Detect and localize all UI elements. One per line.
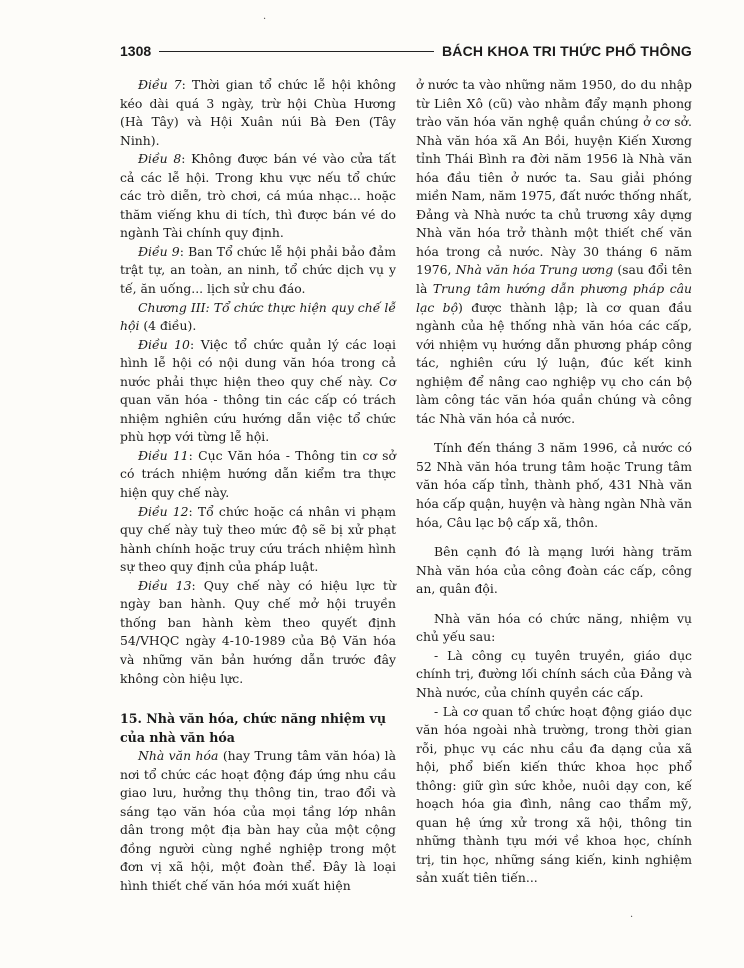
section-heading: 15. Nhà văn hóa, chức năng nhiệm vụ của nhà văn hóa: [120, 711, 386, 745]
article-13-label: Điều 13: [138, 577, 192, 593]
speck-mark: ·: [630, 912, 634, 923]
statistics-paragraph: Tính đến tháng 3 năm 1996, cả nước có 52 Nhà văn hóa trung tâm hoặc Trung tâm văn hóa cấp tỉnh, thành phố, 431 Nhà văn hóa cấp quận, huyện và hàng ngàn Nhà văn hóa, Câu lạc bộ cấp xã, thôn.: [416, 440, 692, 530]
article-13-text: : Quy chế này có hiệu lực từ ngày ban hành. Quy chế mở hội truyền thống ban hành kèm theo quyết định 54/VHQC ngày 4-10-1989 của Bộ Văn hóa và những văn bản hướng dẫn trước đây không còn hiệu lực.: [120, 577, 396, 686]
culture-house-definition: [120, 747, 396, 895]
article-9: [120, 243, 396, 299]
article-8: [120, 150, 396, 243]
history-text-c: ) được thành lập; là cơ quan đầu ngành của hệ thống nhà văn hóa các cấp, với nhiệm vụ hướng dẫn phương pháp công tác, nghiên cứu lý luận, đúc kết kinh nghiệm để nâng cao nghiệp vụ cho cán bộ làm công tác văn hóa quần chúng và công tác Nhà văn hóa cả nước.: [416, 299, 692, 426]
history-paragraph: [416, 76, 692, 428]
article-10: [120, 336, 396, 447]
chapter-3-text: (4 điều).: [139, 318, 197, 334]
article-12-label: Điều 12: [138, 503, 189, 519]
article-7: [120, 76, 396, 150]
article-9-text: : Ban Tổ chức lễ hội phải bảo đảm trật tự, an toàn, an ninh, tổ chức dịch vụ y tế, ăn uống... lịch sử chu đáo.: [120, 243, 396, 297]
article-11-label: Điều 11: [138, 447, 189, 463]
speck-mark: ·: [263, 14, 267, 25]
article-12-text: : Tổ chức hoặc cá nhân vi phạm quy chế này tuỳ theo mức độ sẽ bị xử phạt hành chính hoặc truy cứu trách nhiệm hình sự theo quy định của pháp luật.: [120, 503, 396, 575]
history-italic-1: Nhà văn hóa Trung ương: [455, 262, 614, 278]
history-text-a: ở nước ta vào những năm 1950, do du nhập từ Liên Xô (cũ) vào nhằm đẩy mạnh phong trào văn hóa văn nghệ quần chúng ở cơ sở. Nhà văn hóa xã An Bồi, huyện Kiến Xương tỉnh Thái Bình ra đời năm 1956 là Nhà văn hóa đầu tiên ở nước ta. Sau giải phóng miền Nam, năm 1975, đất nước thống nhất, Đảng và Nhà nước ta chủ trương xây dựng Nhà văn hóa trở thành một thiết chế văn hóa trong cả nước. Này 30 tháng 6 năm 1976,: [416, 77, 692, 278]
article-8-label: Điều 8: [138, 151, 182, 167]
article-9-label: Điều 9: [138, 243, 180, 259]
culture-house-definition-text: (hay Trung tâm văn hóa) là nơi tổ chức các hoạt động đáp ứng nhu cầu giao lưu, hưởng thụ thông tin, trao đổi và sáng tạo văn hóa của mọi tầng lớp nhân dân trong một địa bàn hay của một cộng đồng người cùng nghề nghiệp trong một đơn vị xã hội, một đoàn thể. Đây là loại hình thiết chế văn hóa mới xuất hiện: [120, 748, 396, 893]
article-13: [120, 577, 396, 688]
page-number: 1308: [120, 43, 152, 59]
header-rule: [159, 51, 434, 52]
article-7-label: Điều 7: [138, 77, 182, 92]
article-11: [120, 447, 396, 503]
article-10-text: : Việc tổ chức quản lý các loại hình lễ hội có nội dung văn hóa trong cả nước phải thực hiện theo quy chế này. Cơ quan văn hóa - thông tin các cấp có trách nhiệm nghiên cứu hướng dẫn việc tổ chức phù hợp với từng lễ hội.: [120, 336, 397, 445]
culture-house-term: Nhà văn hóa: [138, 748, 219, 764]
article-12: [120, 503, 396, 577]
chapter-3: [120, 299, 396, 336]
function-item-1: - Là công cụ tuyên truyền, giáo dục chính trị, đường lối chính sách của Đảng và Nhà nước, của chính quyền các cấp.: [416, 647, 692, 700]
running-title: BÁCH KHOA TRI THỨC PHỔ THÔNG: [441, 43, 692, 59]
function-item-2: - Là cơ quan tổ chức hoạt động giáo dục văn hóa ngoài nhà trường, trong thời gian rỗi, phục vụ các nhu cầu đa dạng của xã hội, phổ biến kiến thức khoa học phổ thông: giữ gìn sức khỏe, nuôi dạy con, kế hoạch hóa gia đình, nâng cao thẩm mỹ, quan hệ ứng xử trong xã hội, thông tin những thành tựu mới về khoa học, chính trị, tin học, những sáng kiến, kinh nghiệm sản xuất tiên tiến...: [416, 703, 692, 886]
left-column: [120, 76, 396, 895]
right-column: [416, 76, 692, 888]
page-header: [120, 40, 692, 62]
network-paragraph: Bên cạnh đó là mạng lưới hàng trăm Nhà văn hóa của công đoàn các cấp, công an, quân đội.: [416, 544, 692, 597]
article-11-text: : Cục Văn hóa - Thông tin cơ sở có trách nhiệm hướng dẫn kiểm tra thực hiện quy chế này.: [120, 447, 396, 501]
article-7-text: : Thời gian tổ chức lễ hội không kéo dài quá 3 ngày, trừ hội Chùa Hương (Hà Tây) và Hội Xuân núi Bà Đen (Tây Ninh).: [120, 77, 397, 148]
history-text-b: (sau đổi tên là: [416, 262, 692, 297]
functions-intro: Nhà văn hóa có chức năng, nhiệm vụ chủ yếu sau:: [416, 610, 692, 645]
history-italic-2: Trung tâm hướng dẫn phương pháp câu lạc bộ: [416, 281, 693, 315]
article-10-label: Điều 10: [138, 336, 190, 352]
article-8-text: : Không được bán vé vào cửa tất cả các lễ hội. Trong khu vực nếu tổ chức các trò diễn, trò chơi, cá múa nhạc... hoặc thăm viếng khu di tích, thì được bán vé do ngành Tài chính quy định.: [120, 151, 396, 241]
chapter-3-label: Chương III: Tổ chức thực hiện quy chế lễ hội: [120, 299, 396, 334]
